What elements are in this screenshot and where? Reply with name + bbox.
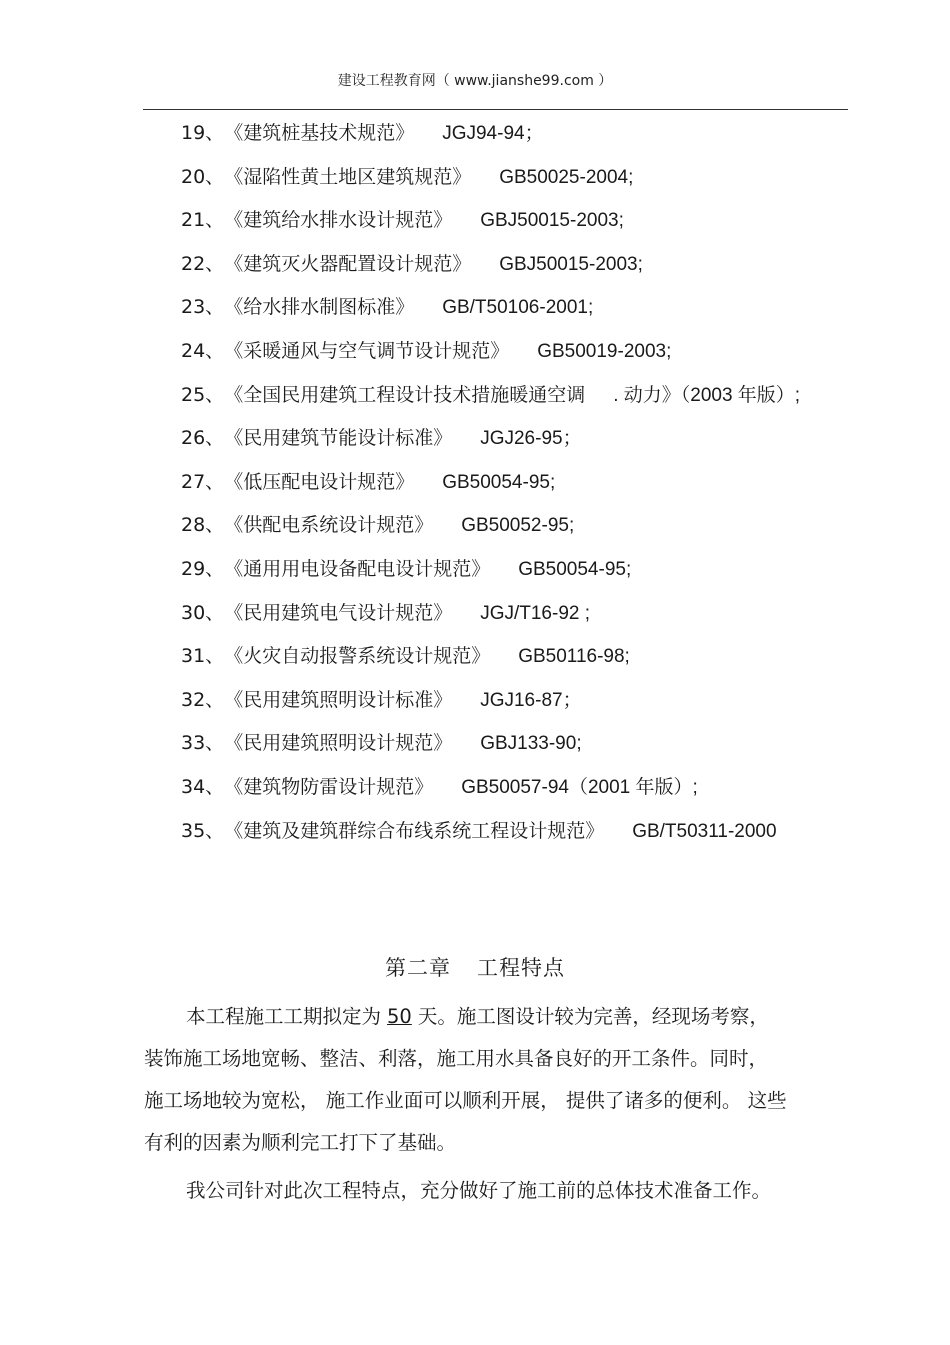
reference-number: 28、	[181, 514, 225, 537]
reference-title: 《通用用电设备配电设计规范》	[224, 557, 491, 580]
reference-title: 《建筑给水排水设计规范》	[224, 209, 453, 232]
reference-code: JGJ94-94；	[442, 123, 544, 144]
reference-title: 《民用建筑照明设计规范》	[224, 732, 453, 755]
paragraph-line: 装饰施工场地宽畅、整洁、利落，施工用水具备良好的开工条件。同时，	[144, 1047, 769, 1070]
reference-item	[181, 380, 861, 424]
preparation-text: 我公司针对此次工程特点，充分做好了施工前的总体技术准备工作。	[186, 1179, 772, 1202]
paragraph-project-features	[144, 996, 850, 1164]
reference-code: GB50019-2003;	[537, 340, 672, 362]
paragraph-preparation	[144, 1170, 850, 1212]
reference-number: 26、	[181, 427, 225, 450]
reference-number: 33、	[181, 732, 225, 755]
reference-number: 30、	[181, 601, 225, 624]
reference-item	[181, 554, 861, 598]
duration-text-before: 本工程施工工期拟定为	[186, 1005, 382, 1028]
paragraph-line	[144, 1170, 850, 1212]
reference-title: 《民用建筑节能设计标准》	[224, 427, 453, 450]
reference-item	[181, 423, 861, 467]
reference-list	[181, 118, 861, 859]
header-divider	[143, 109, 848, 110]
reference-number: 32、	[181, 688, 225, 711]
reference-code: GB50057-94（2001 年版）;	[461, 776, 698, 798]
reference-title: 《供配电系统设计规范》	[224, 514, 434, 537]
reference-item	[181, 249, 861, 293]
chapter-heading	[0, 952, 950, 982]
chapter-number: 第二章	[385, 956, 451, 980]
reference-item	[181, 641, 861, 685]
reference-title: 《全国民用建筑工程设计技术措施暖通空调	[224, 383, 586, 406]
reference-code: GB50116-98;	[518, 646, 630, 668]
reference-number: 27、	[181, 470, 225, 493]
reference-item	[181, 510, 861, 554]
reference-code: GB50054-95;	[442, 471, 556, 493]
reference-title: 《给水排水制图标准》	[224, 296, 415, 319]
reference-item	[181, 772, 861, 816]
reference-title: 《民用建筑电气设计规范》	[224, 601, 453, 624]
reference-code: GB50054-95;	[518, 558, 632, 580]
reference-title: 《火灾自动报警系统设计规范》	[224, 645, 491, 668]
reference-item	[181, 467, 861, 511]
reference-code: GB50052-95;	[461, 515, 575, 537]
reference-title: 《低压配电设计规范》	[224, 470, 415, 493]
reference-code: GB/T50311-2000	[632, 820, 777, 842]
reference-number: 21、	[181, 209, 225, 232]
reference-code: GBJ50015-2003;	[499, 253, 643, 275]
reference-code: GB/T50106-2001;	[442, 297, 594, 319]
reference-title: 《采暖通风与空气调节设计规范》	[224, 339, 510, 362]
reference-code: GBJ50015-2003;	[480, 210, 624, 232]
reference-code: JGJ/T16-92 ;	[480, 602, 591, 624]
reference-code: JGJ16-87；	[480, 689, 582, 711]
reference-number: 25、	[181, 383, 225, 406]
reference-item	[181, 598, 861, 642]
reference-title: 《建筑桩基技术规范》	[224, 122, 415, 144]
reference-number: 24、	[181, 339, 225, 362]
reference-item	[181, 162, 861, 206]
paragraph-line: 有利的因素为顺利完工打下了基础。	[144, 1131, 457, 1154]
reference-number: 35、	[181, 819, 225, 842]
reference-item	[181, 205, 861, 249]
reference-code: GB50025-2004;	[499, 166, 634, 188]
reference-number: 29、	[181, 557, 225, 580]
reference-number: 20、	[181, 165, 225, 188]
reference-item	[181, 336, 861, 380]
reference-item	[181, 118, 861, 162]
reference-code: GBJ133-90;	[480, 733, 582, 755]
reference-title: 《民用建筑照明设计标准》	[224, 688, 453, 711]
page-header: 建设工程教育网（ www.jianshe99.com ）	[337, 73, 613, 89]
reference-number: 23、	[181, 296, 225, 319]
reference-title: 《建筑物防雷设计规范》	[224, 775, 434, 798]
reference-item	[181, 816, 861, 860]
duration-days: 50	[387, 1005, 412, 1028]
reference-code: . 动力》（2003 年版）;	[613, 384, 801, 406]
chapter-title: 工程特点	[477, 956, 565, 980]
reference-item	[181, 292, 861, 336]
paragraph-line: 施工场地较为宽松， 施工作业面可以顺利开展， 提供了诸多的便利。 这些	[144, 1089, 787, 1112]
duration-text-after: 天。施工图设计较为完善，经现场考察，	[417, 1005, 769, 1028]
reference-title: 《建筑及建筑群综合布线系统工程设计规范》	[224, 819, 605, 842]
reference-title: 《湿陷性黄土地区建筑规范》	[224, 165, 472, 188]
reference-number: 34、	[181, 775, 225, 798]
reference-number: 22、	[181, 252, 225, 275]
reference-item	[181, 685, 861, 729]
reference-title: 《建筑灭火器配置设计规范》	[224, 252, 472, 275]
reference-number: 19、	[181, 122, 225, 144]
paragraph-line	[144, 996, 850, 1038]
reference-item	[181, 728, 861, 772]
reference-number: 31、	[181, 645, 225, 668]
reference-code: JGJ26-95；	[480, 428, 582, 450]
